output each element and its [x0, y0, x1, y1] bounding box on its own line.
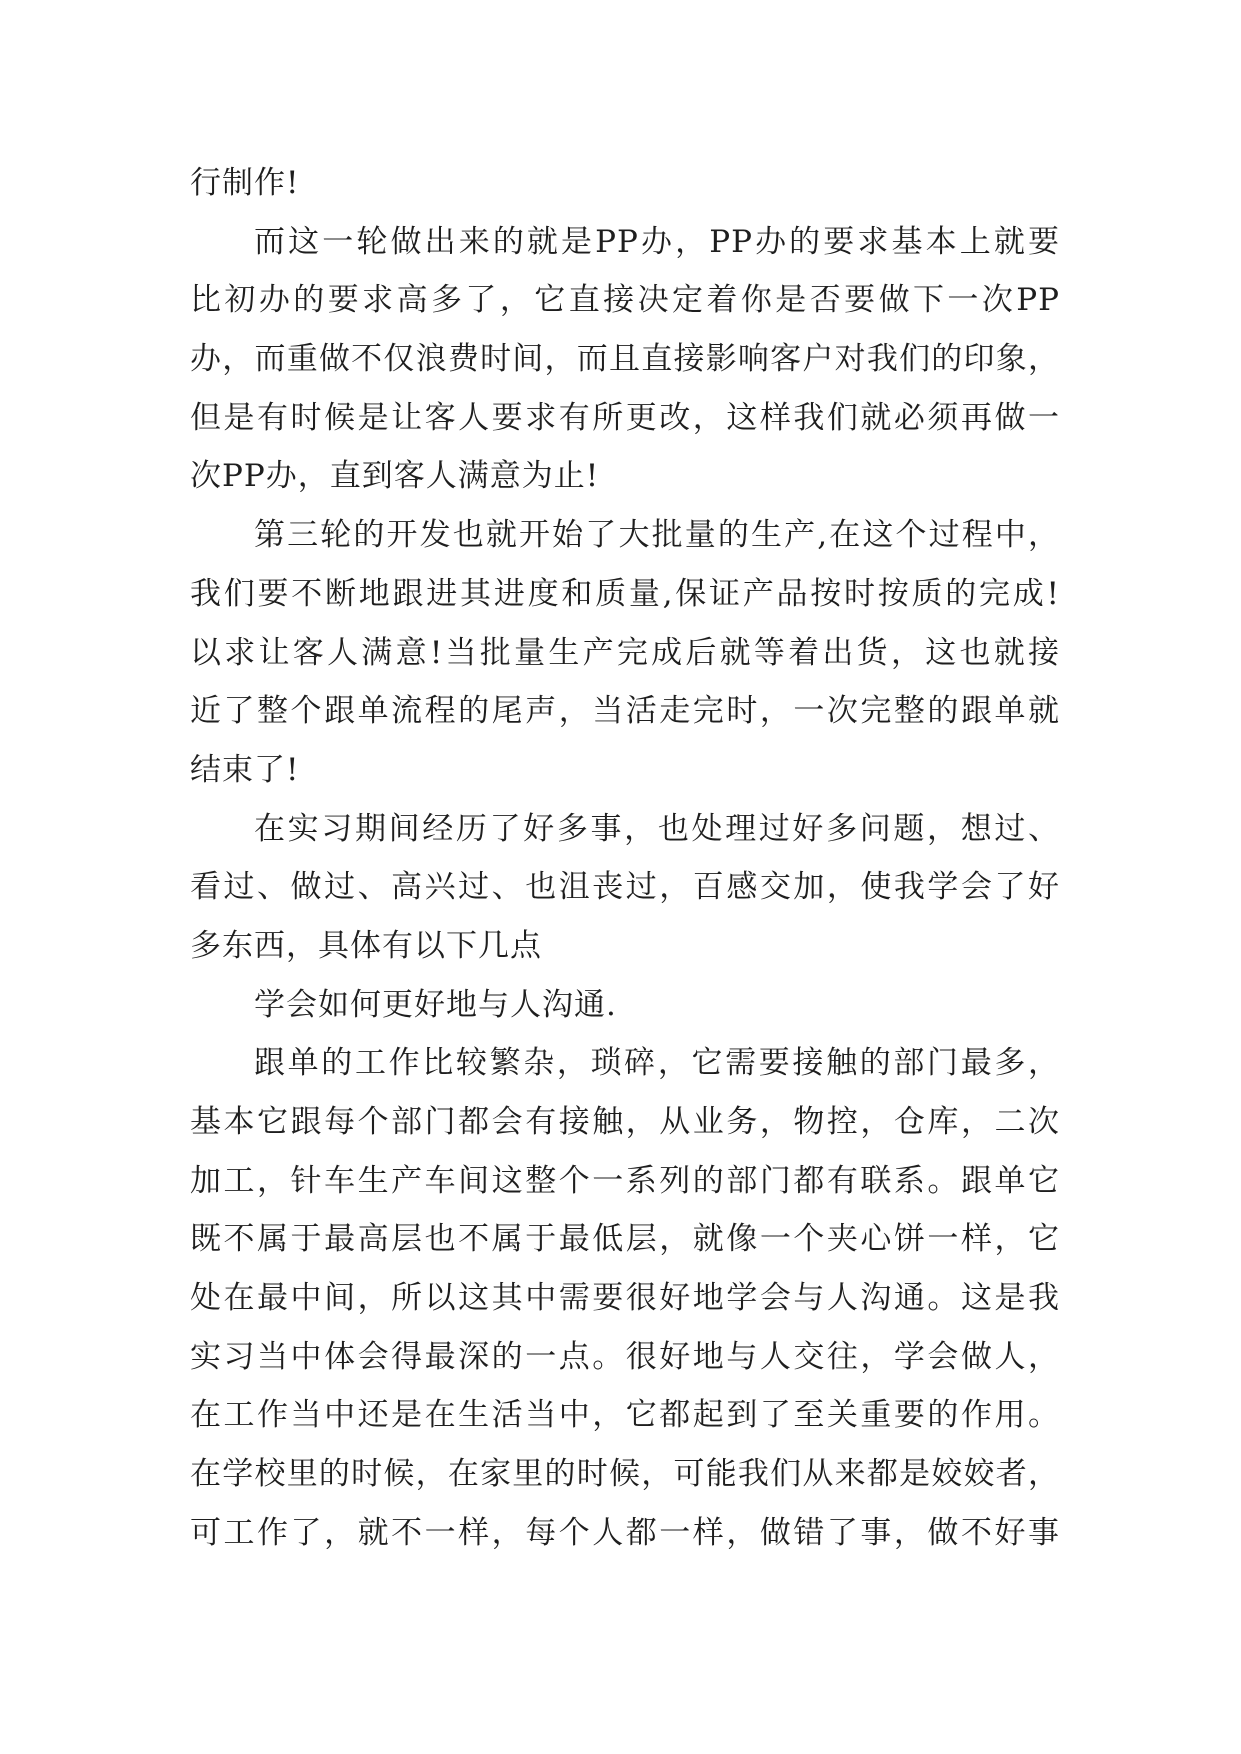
text-line: 处在最中间，所以这其中需要很好地学会与人沟通。这是我 — [190, 1280, 1060, 1317]
text-line: 次PP办，直到客人满意为止! — [190, 458, 600, 495]
text-line: 加工，针车生产车间这整个一系列的部门都有联系。跟单它 — [190, 1162, 1060, 1199]
text-line: 可工作了，就不一样，每个人都一样，做错了事，做不好事 — [190, 1514, 1060, 1551]
text-line: 以求让客人满意!当批量生产完成后就等着出货，这也就接 — [190, 634, 1060, 671]
text-line: 跟单的工作比较繁杂，琐碎，它需要接触的部门最多， — [254, 1045, 1060, 1082]
text-line: 学会如何更好地与人沟通. — [254, 986, 617, 1023]
text-line: 但是有时候是让客人要求有所更改，这样我们就必须再做一 — [190, 399, 1060, 436]
text-line: 看过、做过、高兴过、也沮丧过，百感交加，使我学会了好 — [190, 869, 1060, 906]
text-line: 在工作当中还是在生活当中，它都起到了至关重要的作用。 — [190, 1397, 1060, 1434]
text-line: 近了整个跟单流程的尾声，当活走完时，一次完整的跟单就 — [190, 693, 1060, 730]
text-line: 实习当中体会得最深的一点。很好地与人交往，学会做人， — [190, 1338, 1060, 1375]
text-line: 比初办的要求高多了，它直接决定着你是否要做下一次PP — [190, 282, 1060, 319]
text-line: 第三轮的开发也就开始了大批量的生产,在这个过程中， — [254, 517, 1060, 554]
text-line: 行制作! — [190, 165, 300, 201]
text-line: 在实习期间经历了好多事，也处理过好多问题，想过、 — [254, 810, 1060, 847]
text-line: 在学校里的时候，在家里的时候，可能我们从来都是姣姣者， — [190, 1456, 1060, 1493]
text-line: 既不属于最高层也不属于最低层，就像一个夹心饼一样，它 — [190, 1221, 1060, 1258]
text-line: 基本它跟每个部门都会有接触，从业务，物控，仓库，二次 — [190, 1104, 1060, 1140]
text-line: 多东西，具体有以下几点 — [190, 927, 542, 964]
text-line: 而这一轮做出来的就是PP办，PP办的要求基本上就要 — [254, 223, 1060, 260]
body-text — [190, 154, 1060, 1563]
text-line: 办，而重做不仅浪费时间，而且直接影响客户对我们的印象， — [190, 341, 1060, 378]
text-line: 结束了! — [190, 751, 300, 788]
text-line: 我们要不断地跟进其进度和质量,保证产品按时按质的完成! — [190, 575, 1060, 612]
